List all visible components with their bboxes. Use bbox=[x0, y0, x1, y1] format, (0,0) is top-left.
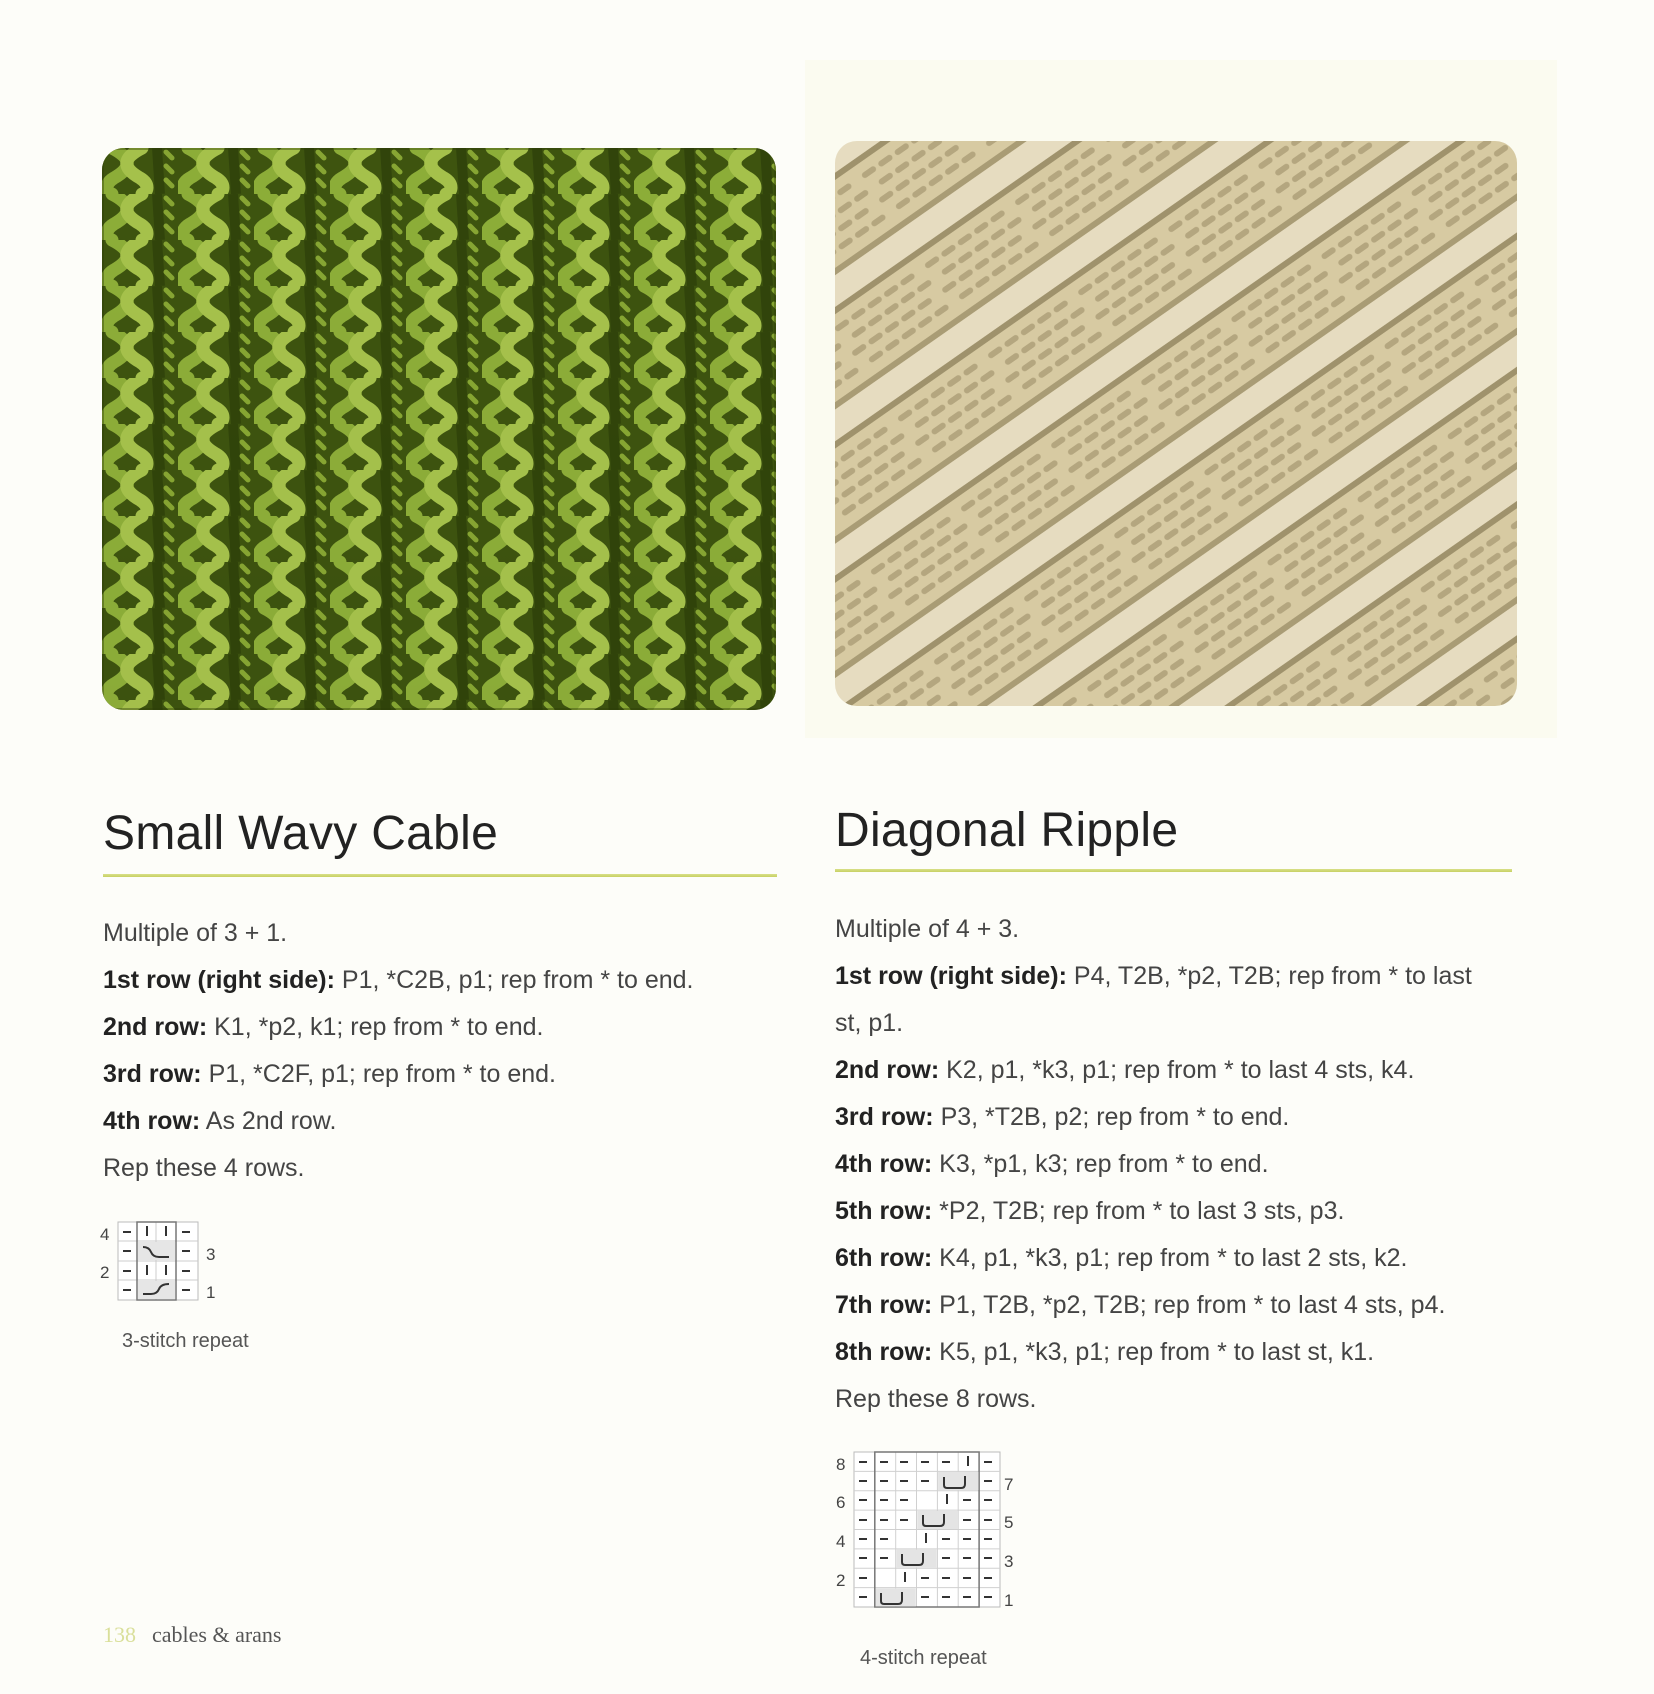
section-name: cables & arans bbox=[152, 1622, 282, 1647]
right-row-2: 2nd row: K2, p1, *k3, p1; rep from * to last 4 sts, k4. bbox=[835, 1056, 1415, 1084]
left-chart-row-number: 3 bbox=[206, 1245, 216, 1264]
right-row-7: 7th row: P1, T2B, *p2, T2B; rep from * to last 4 sts, p4. bbox=[835, 1291, 1446, 1319]
page-number: 138 bbox=[103, 1622, 136, 1647]
right-row-8: 8th row: K5, p1, *k3, p1; rep from * to last st, k1. bbox=[835, 1338, 1375, 1366]
right-chart-row-number: 4 bbox=[836, 1532, 846, 1551]
right-row-3: 3rd row: P3, *T2B, p2; rep from * to end. bbox=[835, 1103, 1290, 1131]
left-row-3: 3rd row: P1, *C2F, p1; rep from * to end. bbox=[103, 1060, 556, 1088]
left-pattern-title: Small Wavy Cable bbox=[103, 807, 499, 860]
page-footer bbox=[103, 1622, 282, 1648]
right-chart-row-number: 1 bbox=[1004, 1591, 1014, 1610]
right-row-6: 6th row: K4, p1, *k3, p1; rep from * to last 2 sts, k2. bbox=[835, 1244, 1408, 1272]
left-chart-row-number: 2 bbox=[100, 1263, 110, 1282]
left-row-1: 1st row (right side): P1, *C2B, p1; rep from * to end. bbox=[103, 966, 694, 994]
right-multiple: Multiple of 4 + 3. bbox=[835, 915, 1020, 943]
left-row-2: 2nd row: K1, *p2, k1; rep from * to end. bbox=[103, 1013, 544, 1041]
right-row-1-continuation: st, p1. bbox=[835, 1009, 904, 1037]
right-pattern-title: Diagonal Ripple bbox=[835, 804, 1179, 857]
diagonal-ripple-chart bbox=[834, 1448, 1024, 1618]
left-chart-repeat-label: 3-stitch repeat bbox=[122, 1330, 249, 1352]
right-chart-row-number: 2 bbox=[836, 1571, 846, 1590]
right-row-5: 5th row: *P2, T2B; rep from * to last 3 sts, p3. bbox=[835, 1197, 1345, 1225]
left-multiple: Multiple of 3 + 1. bbox=[103, 919, 288, 947]
right-row-4: 4th row: K3, *p1, k3; rep from * to end. bbox=[835, 1150, 1269, 1178]
left-row-4: 4th row: As 2nd row. bbox=[103, 1107, 337, 1135]
right-chart-row-number: 8 bbox=[836, 1455, 846, 1474]
left-repeat-text: Rep these 4 rows. bbox=[103, 1154, 305, 1182]
right-title-divider bbox=[835, 869, 1512, 872]
right-chart-row-number: 7 bbox=[1004, 1475, 1014, 1494]
right-instructions bbox=[835, 906, 1535, 1423]
right-chart-repeat-label: 4-stitch repeat bbox=[860, 1647, 987, 1669]
right-chart-row-number: 5 bbox=[1004, 1513, 1014, 1532]
left-instructions bbox=[103, 910, 783, 1192]
right-chart-row-number: 6 bbox=[836, 1493, 846, 1512]
right-row-1: 1st row (right side): P4, T2B, *p2, T2B; rep from * to last bbox=[835, 962, 1472, 990]
right-chart-row-number: 3 bbox=[1004, 1552, 1014, 1571]
left-chart-row-number: 1 bbox=[206, 1283, 216, 1302]
diagonal-ripple-swatch-image bbox=[835, 141, 1517, 706]
small-wavy-cable-swatch-image bbox=[102, 148, 776, 710]
right-repeat-text: Rep these 8 rows. bbox=[835, 1385, 1037, 1413]
left-title-divider bbox=[103, 874, 777, 877]
small-wavy-cable-chart bbox=[98, 1218, 228, 1318]
left-chart-row-number: 4 bbox=[100, 1225, 110, 1244]
